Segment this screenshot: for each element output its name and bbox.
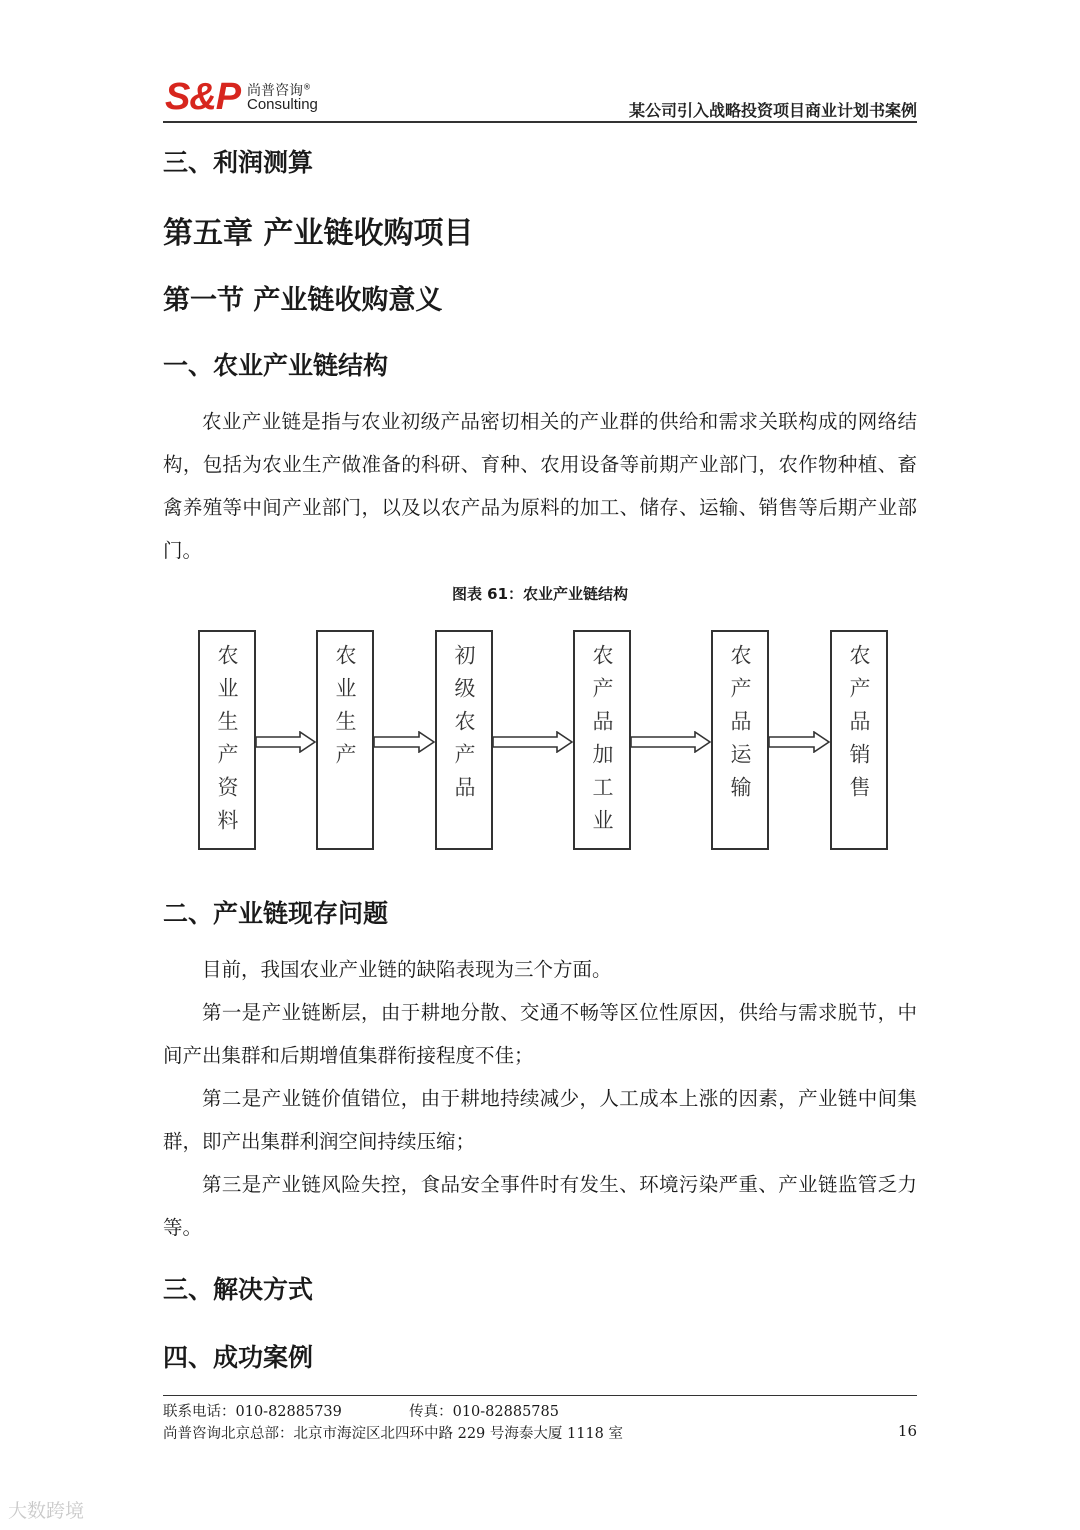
arrow-right-icon <box>493 731 573 753</box>
chain-label-1: 农业生产资料 <box>215 644 239 842</box>
chapter-title: 第五章 产业链收购项目 <box>163 216 474 251</box>
figure-caption: 图表 61：农业产业链结构 <box>451 585 629 603</box>
paragraph-structure: 农业产业链是指与农业初级产品密切相关的产业群的供给和需求关联构成的网络结构，包括为农业生产做准备的科研、育种、农用设备等前期产业部门，农作物种植、畜禽养殖等中间产业部门，以及以农产品为原料的加工、储存、运输、销售等后期产业部门。 <box>163 410 917 562</box>
watermark: 大数跨境 <box>8 1500 85 1522</box>
section-title: 第一节 产业链收购意义 <box>163 285 443 316</box>
chain-label-5: 农产品运输 <box>728 644 752 809</box>
arrow-right-icon <box>769 731 830 753</box>
logo-sp: S&P <box>165 76 241 118</box>
chain-label-4: 农产品加工业 <box>590 644 614 842</box>
heading-cases: 四、成功案例 <box>163 1343 314 1372</box>
logo-chinese-text: 尚普咨询 <box>247 83 303 99</box>
logo-english: Consulting <box>247 96 318 113</box>
paragraph-problem-3: 第三是产业链风险失控，食品安全事件时有发生、环境污染严重、产业链监管乏力等。 <box>163 1173 917 1239</box>
heading-solution: 三、解决方式 <box>163 1275 314 1304</box>
chain-label-2: 农业生产 <box>333 644 357 776</box>
paragraph-problem-1: 第一是产业链断层，由于耕地分散、交通不畅等区位性原因，供给与需求脱节，中间产出集群和后期增值集群衔接程度不佳； <box>163 1001 917 1067</box>
footer-fax: 传真：010-82885785 <box>409 1404 559 1420</box>
footer-phone: 联系电话：010-82885739 <box>163 1404 342 1420</box>
footer-address: 尚普咨询北京总部：北京市海淀区北四环中路 229 号海泰大厦 1118 室 <box>163 1426 624 1442</box>
chain-label-6: 农产品销售 <box>847 644 871 809</box>
paragraph-problems-intro: 目前，我国农业产业链的缺陷表现为三个方面。 <box>202 958 612 981</box>
arrow-right-icon <box>256 731 316 753</box>
logo-registered-mark: ® <box>303 82 311 92</box>
chain-box-5 <box>711 630 769 850</box>
page-number: 16 <box>897 1422 917 1440</box>
arrow-right-icon <box>631 731 711 753</box>
chain-box-2 <box>316 630 374 850</box>
chain-box-6 <box>830 630 888 850</box>
footer-contact <box>163 1400 559 1421</box>
chain-box-4 <box>573 630 631 850</box>
chain-label-3: 初级农产品 <box>452 644 476 809</box>
chain-box-3 <box>435 630 493 850</box>
document-title: 某公司引入战略投资项目商业计划书案例 <box>628 101 917 120</box>
arrow-right-icon <box>374 731 435 753</box>
paragraph-problem-2: 第二是产业链价值错位，由于耕地持续减少，人工成本上涨的因素，产业链中间集群，即产出集群利润空间持续压缩； <box>163 1087 917 1153</box>
heading-structure: 一、农业产业链结构 <box>163 351 389 380</box>
header-divider <box>163 121 917 123</box>
heading-profit: 三、利润测算 <box>163 148 314 177</box>
heading-problems: 二、产业链现存问题 <box>163 899 389 928</box>
footer-divider <box>163 1395 917 1396</box>
chain-box-1 <box>198 630 256 850</box>
